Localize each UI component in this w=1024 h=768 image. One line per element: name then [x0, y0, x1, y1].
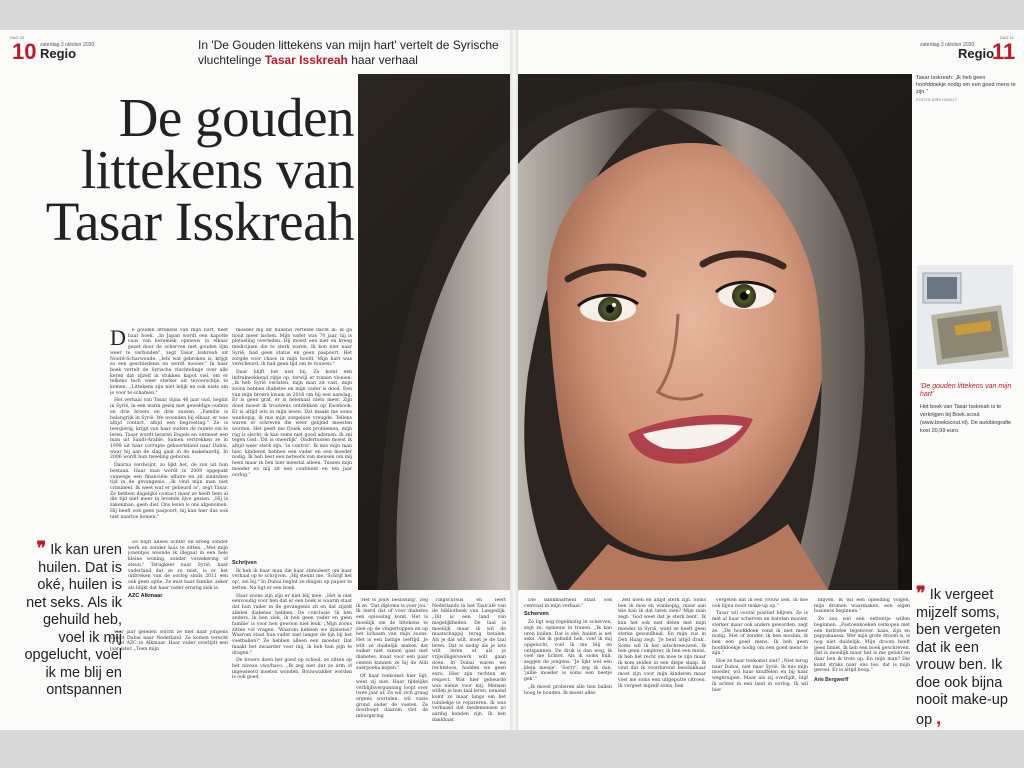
- right-section-label: Regio: [958, 46, 995, 61]
- left-section-label: Regio: [40, 46, 77, 61]
- article-paragraph: Of haar toekomst hier ligt, weet zij niet. Haar tijdelijke verblijfsvergunning loopt over twee jaar af. Ze wil zich graag ergens wortelen, wil vaste grond onder de voeten. Ze doorloopt daarom vlot de inburgering: [356, 674, 428, 720]
- quote-end-mark-icon: ,: [936, 707, 942, 728]
- left-date: zaterdag 3 oktober 2020: [40, 42, 95, 48]
- article-paragraph: Ik heb ik haar man die haar stimuleert om haar verhaal op te schrijven. „Hij steunt me. 'Schrijf het op', zei hij." In Dubai begint ze dingen op papier te zetten. Na ligt er een boek.: [232, 568, 352, 591]
- book-description: Het boek van Tasar Isskreah is te verkrijgen bij Boek.scout (www.boekscout.nl). De autobiografie kost 20,99 euro.: [920, 404, 1012, 434]
- kicker: [198, 38, 528, 68]
- article-paragraph: blijven. Ik wil een opleiding volgen, mijn dromen waarmaken, een eigen business beginnen.": [814, 598, 910, 615]
- article-paragraph: De broers doen het goed op school, ze zitten op het niveau vwo/havo. „Ik zeg niet dat ze arm of ingewieerd moeten wonden. Bouwwakker worden is ook goed.: [232, 658, 352, 681]
- article-column-2b: [232, 558, 352, 726]
- right-page-number: 11: [992, 39, 1016, 64]
- article-column-3: [356, 598, 428, 726]
- subhead-azc: AZC Alkmaar: [128, 593, 163, 600]
- byline: Arie Bergwerff: [814, 677, 849, 684]
- newspaper-spread: [0, 30, 1024, 730]
- kicker-text-1: In 'De Gouden littekens van mijn hart' vertelt de Syrische vluchtelinge: [198, 38, 499, 67]
- drop-cap: D: [110, 328, 126, 350]
- right-date: zaterdag 3 oktober 2020: [920, 42, 975, 48]
- pull-quote-left-text: Ik kan uren huilen. Dat is oké, huilen is net seks. Als ik gehuild heb, voel ik mij opgelucht, voel ik me blij en ontspannen: [24, 542, 122, 698]
- subhead-scherven: Scherven: [524, 611, 549, 618]
- article-paragraph: Vier jaar geleden vlucht ze met haar jongens vanuit Dubai naar Nederland. Ze komen terecht in het AZC in Alkmaar. Haar vader overlijdt een jaar later. „Toen mijn: [110, 630, 228, 653]
- article-column-1c: [110, 630, 228, 726]
- headline: De gouden littekens van Tasar Isskreah: [45, 87, 354, 252]
- page-gutter: [510, 30, 518, 730]
- article-column-2: [232, 328, 352, 556]
- book-caption: [920, 383, 1015, 435]
- article-paragraph: ringscursus en leert Nederlands in het Taalcafé van de bibliotheek van Langedijk. „Dit is een land van mogelijkheden. De taal is moeilijk maar ik wil de maatschappij terug betalen. Als je dat wilt, moet je de taal leren. Dat is nodig als je iets wilt leren of als je vrijwilligerswerk wilt gaan doen. In Dubai waren we rechteloos, hadden we geen euro. Hier zijn rechten en respect. Wat hier gebeurde was nieuw voor mij. Mensen willen je hun taal leren, iemand komt zo maar langs om het tuinhekje te repareren. Ik was verbaasd dat medemensen zo aardig konden zijn. Ik ben dankbaar.: [432, 598, 506, 723]
- article-column-6: [618, 598, 706, 726]
- kicker-text-2: haar verhaal: [351, 53, 418, 67]
- article-paragraph: 'Het is jouw beslissing', zeg ik ze. 'Dat diploma is voor jou.' Ik leerd dat of voor diabetes een oplossing komt. Het is moeilijk om de littekens te zien op de vingertoppen en op het lichaam van mijn zoons. Het is een lastige leeftijd. Je wilt ze duidelijk maken dat suiker niet samen gaat met diabetes, maar voor een paar centen kunnen ze bij de Aldi suerpoeka kopen.": [356, 598, 428, 672]
- article-paragraph: e gouden littekens van mijn hart, heet haar boek. „In Japan wordt een kapotte vaas van keramiek opnieuw in elkaar gezet door de scherven met gouden lijm weer te verbinden", zegt Tasar Isskreah uit Noord-Scharwoude. „Iets wat gebroken is, krijgt zo een geschiedenis en wordt mooier." In haar boek vertelt de Syrische vluchtelinge over alle keren dat zijzelf in stukken kapot viel, om er telkens toch weer sterker uit tevoorschijn te komen. „Littekens zijn niet lelijk en ook niets om je voor te schamen.": [110, 328, 228, 396]
- article-column-1b: [128, 540, 228, 630]
- subhead-schrijven: Schrijven: [232, 560, 257, 566]
- pull-quote-right: [916, 585, 1020, 729]
- article-paragraph: Die dankbaarheid staat ook centraal in mijn verhaal.": [524, 598, 612, 609]
- book-title: 'De gouden littekens van mijn hart': [920, 383, 1012, 398]
- left-page-number: 10: [12, 39, 37, 64]
- article-paragraph: moeder mij dit huilend vertelde dacht ik: ik ga nooit meer lachen. Mijn vader was 70 jaar, hij is plotseling overleden. Hij moest een nier en kreeg medicijnen die te sterk waren. Ik kon niet naar Syrië, had geen status en geen paspoort. Het zorgde voor chaos in mijn hoofd. Mijn hart was verscheurd, ik had geen tijd om te rouwen.": [232, 328, 352, 368]
- caption-text: Tasar Isskreah: „Ik heb geen hoofddoekje nodig om een goed mens te zijn.": [916, 75, 1016, 95]
- article-paragraph: Haar zoons zijn zijn er niet blij mee. „Het is niet eenvoudig voor hen dat er een boek is waarin staat dat hun vader in de gevangenis zit en dat zijzelf allebei diabetes hebben. De conclusie 'ik ben anders, ik ben ziek, ik heb geen vader en geen familie' is voor hen gewoon niet leuk. „Mijn zoons zitten vol vragen. 'Waarom hebben we diabetes? Waarom staat hun vader niet langer de lijn bij het voetballen?' Ze hebben alleen een moeder. Dat maakt het zwaarder voor mij, ik heb hun pijn te dragen.": [232, 593, 352, 656]
- article-paragraph: zelf doen en altijd sterk zijn. Soms ben ik moe en wanhopig, maar aan wie kan ik dat laten zien? Mijn man zegt: 'God weet dat je sterk bent'. Ik kan het ook niet delen met mijn moeder in Syrië, want ze heeft geen sterke gezondheid. En mijn zus in Den Haag zegt: 'Je bent altijd druk'. Soms wil ik het uitschreeuwen. Ik ben geen computer, ik ben een mens. Ik heb het recht om moe te zijn maar ik kom zelden in een diepe slaap. Ik vind dat ik voordurend beschikbaar moet zijn voor mijn kinderen maar voel me soms een uitgeputte citroen. Ik vergeet mijzelf soms, ben: [618, 598, 706, 689]
- article-paragraph: Daar blijft het niet bij. Ze komt een indrukwekkend rijtje op, terwijl er tranen vloeien. „Ik heb Syrië verlaten, mijn man zit vast, mijn zoons hebben diabetes en mijn vader is dood. Een van mijn broers kwam in 2016 om bij een aanslag. Er is geen graf, er is helemaal niets meer. Zijn dood moest ik trouwens ontdekken op Facebook. Er is altijd iets in mijn leven. Dat maakt me soms wanhopig, ik mis mijn zorgeloze vreugde. Tellens waren er schreven die weer gelijmd moesten worden. Het geeft me fysiek ook problemen, mijn rug is slecht, ik kan soms niet goed ademen. Ik zei tegen God: 'Dit is oneerlijk'. Ondertussen moest ik altijd weer sterk zijn, 'in control'. Ik mis mijn man hier, kinderen hebben een vader en een moeder nodig. Ik heb best een netwerk van mensen om mij heen maar ik ben hier meestal alleen. Tussen mijn moeder en mij zit een continent en ten jaar oorlog.": [232, 369, 352, 478]
- article-paragraph: Ze ligt nog regelmatig in scherven, zegt ze, opnieuw in tranen. „Ik kan uren huilen. Dat is oké, huilen is net seks. Als ik gehuild heb, voel ik mij opgelucht, voel ik me blij en ontspannen. De druk is dan weg, ik voel me lichter. Als ik soms huil, zeggen de jongens: 'Je lijkt wel een klein meisje'. 'Sorry', zeg ik dan, 'jullie moeder is soms een beetje gek'.": [524, 620, 612, 683]
- article-paragraph: Ze zou wel een eettentje willen beginnen. „Fastoenkoeken verkopen met een bistrofee tegenover. kaas, zijn en papyakaassa. Wer mijn grote droom is, is nog niet duidelijk. Mijn droom heeft geen limiet. Ik heb een boek geschreven. Dat is moeilijk maar het is me gelukt en daar ben ik trots op. En mijn man? Die komt straks naar ons toe, dat is mijn gevoel. Er is altijd hoop.": [814, 617, 910, 674]
- article-paragraph: Ze blijft alleen achter en kreeg zonder werk en zonder huis te zitten. „Met mijn jonentjes woonde ik illegaal in een hele kleine woning, zonder verzekering of steun." Terugkeer naar Syrië, haar vaderland dat ze zo mist, is er het uitbreken van de oorlog sinds 2011 een ook geen optie. Ze mist haar familie, zeker als blijkt dat haar vader ernstig ziek is.: [128, 540, 228, 591]
- article-column-1: [110, 328, 228, 540]
- pull-quote-left: [14, 540, 122, 700]
- article-paragraph: Het verhaal van Tasar, bijna 46 jaar oud, begint in Syrië, in een warm gezin met geweldige ouders en drie broers en drie zussen. „Familie is belangrijk in Syrië. We woonden bij elkaar, er was altijd contact, altijd een begroeting." Ze is leergierig, krijgt van haar ouders de ruimte om te leren. Tasar wordt leraren Engels en ontmoet een man uit Saudi-Arabië. Samen vertrekken ze in 1999 uit haar corrupte geboorteland naar Dubai, waar hij aan de slag gaat in de makelaardij. In 2006 wordt hun tweeling geboren.: [110, 398, 228, 461]
- article-paragraph: Daarna verdwijnt, zo lijkt het, de zon uit hun bestaan. Haar man wordt in 2008 opgepakt vanwege een financiële affaire en zit sindsdien tijd in de gevangenis. „Ik vind mijn man niet crimineel. Ik weet wat er gebeurd is", zegt Tasar. Ze bebben dagelijks contact maar ze heeft hem al die tijd niet meer in levende lijve gezien. „Hij is zakenman, geen dief. Ons leven is ons afgenomen. Hij heeft ook geen paspoort, hij kan hier dus ook niet naartoe komen.": [110, 463, 228, 520]
- article-column-5: [524, 598, 612, 726]
- photo-caption: [916, 75, 1016, 103]
- portrait-photo: [358, 74, 912, 590]
- article-column-7: [712, 598, 808, 726]
- quote-mark-icon: ❞: [36, 538, 47, 558]
- article-paragraph: Tasar wil vooral positief blijven. Ze is met al haar scherven en barsten mooier, sterker maar ook anders geworden, zegt ze. „De hoofddoek vond ik niet meer nodig. Met of zonder, ik ben moslim, ik ben een goed mens. Ik heb geen hoofddoekje nodig om een goed mens te zijn.": [712, 611, 808, 657]
- article-column-8: [814, 598, 910, 726]
- right-folio: DAG 11: [1000, 35, 1014, 40]
- article-column-4: [432, 598, 506, 726]
- kicker-name: Tasar Isskreah: [264, 53, 348, 67]
- photo-credit: FOTO'S DIRK HAVELT: [916, 97, 958, 102]
- quote-mark-icon: ❞: [916, 583, 926, 603]
- article-paragraph: Hoe ze haar toekomst ziet? „Niet terug naar Dubai, niet naar Syrië. Ik mis mijn moeder, wil haar knuffelen en bij haar wegkruipen. Maar als zij overlijdt, blijf ik achter in een land in oorlog. Ik wil hier: [712, 659, 808, 693]
- left-folio: DAG 10: [10, 35, 25, 40]
- pull-quote-right-text: Ik vergeet mijzelf soms, ben vergeten dat ik een vrouw ben. Ik doe ook bijna nooit make-up op: [916, 587, 1008, 728]
- article-paragraph: vergeten dat ik een vrouw ben. Ik doe ook bijna nooit make-up op.": [712, 598, 808, 609]
- book-image: [917, 265, 1013, 369]
- article-paragraph: „Ik moest proberen alle tien ballen hoog te houden. Ik moest alles: [524, 684, 612, 696]
